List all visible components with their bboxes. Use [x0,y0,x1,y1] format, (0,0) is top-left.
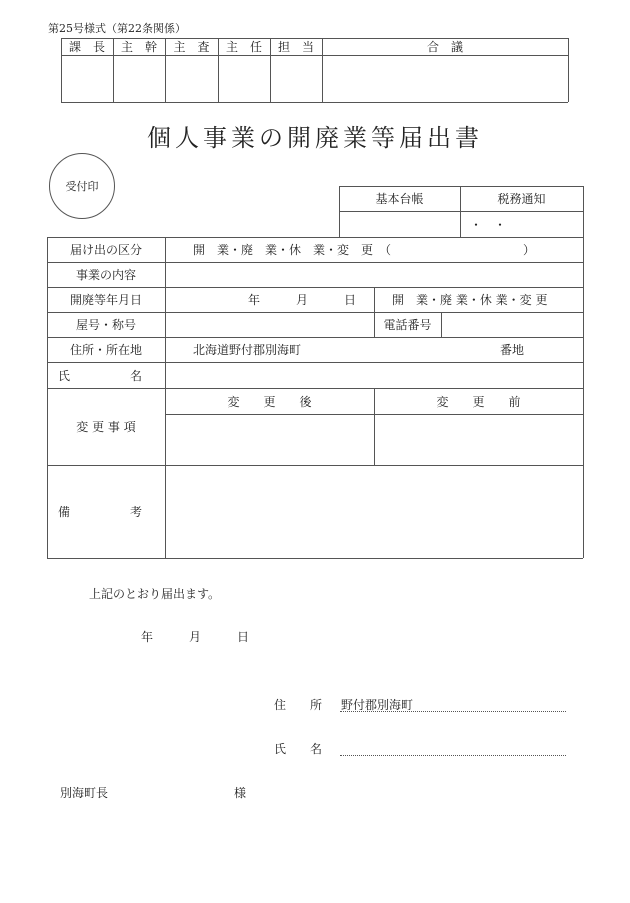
address-suffix: 番地 [500,343,525,357]
registry-label: 基本台帳 [375,192,424,206]
open-close-date-options: 開 業・廃 業・休 業・変 更 [392,293,548,307]
open-close-date-value: 年 月 日 [248,293,357,307]
remarks-label: 備 考 [58,505,143,519]
business-content-label: 事業の内容 [75,268,136,282]
applicant-name-label: 氏 名 [274,742,323,756]
approval-header-senior: 主 幹 [120,40,157,54]
tax-notice-date-dots: ・ ・ [470,217,507,232]
address-prefix: 北海道野付郡別海町 [193,343,302,357]
category-label: 届け出の区分 [69,243,142,257]
name-label: 氏 名 [58,368,143,383]
addressee: 別海町長 [60,786,109,800]
approval-header-chief: 課 長 [68,40,105,54]
phone-label: 電話番号 [383,318,432,332]
reception-stamp-label: 受付印 [65,180,99,193]
approval-header-inspector: 主 査 [173,40,210,54]
before-change-label: 変 更 前 [436,394,521,409]
approval-header-staff: 担 当 [277,40,314,54]
approval-header-supervisor: 主 任 [225,40,262,54]
applicant-address-value: 野付郡別海町 [341,698,414,712]
applicant-name-line [340,755,566,756]
after-change-label: 変 更 後 [227,394,312,409]
category-value: 開 業・廃 業・休 業・変 更 （ ） [193,243,536,257]
tax-notice-label: 税務通知 [497,192,546,206]
declaration-statement: 上記のとおり届出ます。 [89,587,221,601]
submission-date: 年 月 日 [141,630,250,644]
change-items-label: 変 更 事 項 [76,420,136,434]
approval-header-council: 合 議 [426,40,463,54]
reception-stamp [49,153,115,219]
form-number: 第25号様式（第22条関係） [48,22,186,35]
address-label: 住所・所在地 [69,343,142,357]
open-close-date-label: 開廃等年月日 [69,293,142,307]
document-title: 個人事業の開廃業等届出書 [147,124,483,152]
applicant-address-line [340,711,566,712]
shop-name-label: 屋号・称号 [75,318,136,332]
applicant-address-label: 住 所 [274,698,323,712]
honorific: 様 [234,786,247,800]
